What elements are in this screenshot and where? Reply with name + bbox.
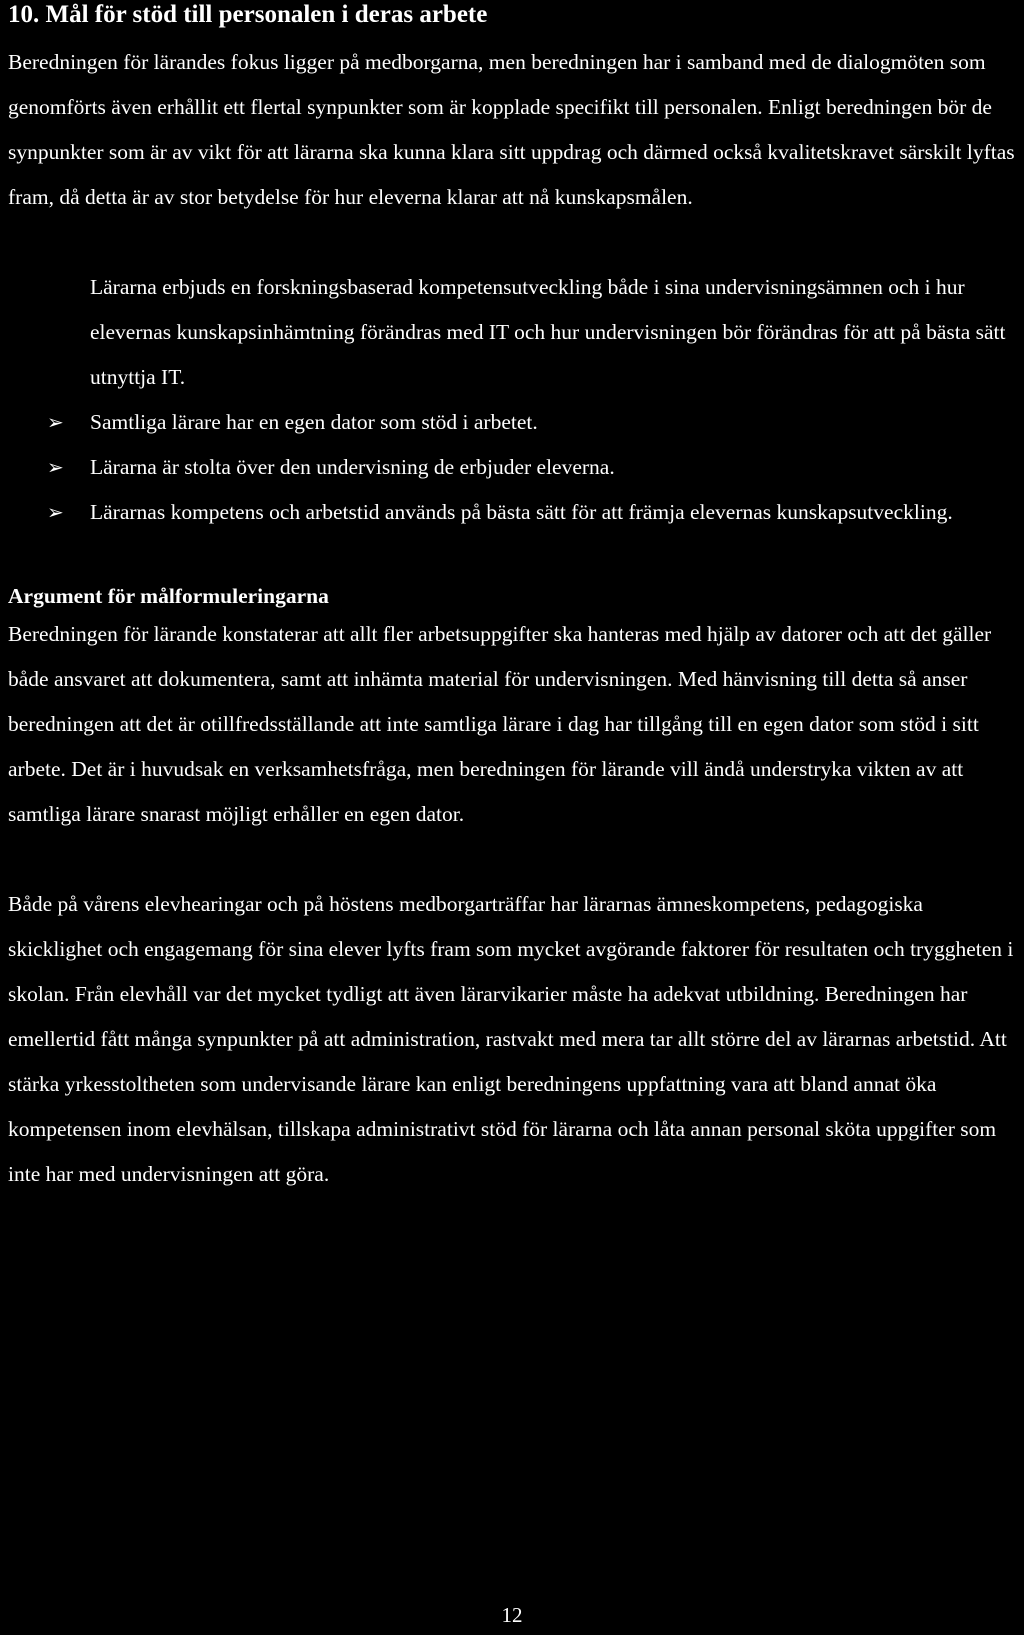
intro-paragraph: Beredningen för lärandes fokus ligger på medborgarna, men beredningen har i samband med de dialogmöten som genomförts även erhållit ett flertal synpunkter som är kopplade specifikt till personalen. Enligt beredningen bör de synpunkter som är av vikt för att lärarna ska kunna klara sitt uppdrag och därmed också kvalitetskravet särskilt lyftas fram, då detta är av stor betydelse för hur eleverna klarar att nå kunskapsmålen. [8, 50, 1015, 209]
goals-list [8, 400, 1016, 535]
arguments-heading: Argument för målformuleringarna [8, 584, 329, 608]
goal-first-item: Lärarna erbjuds en forskningsbaserad kompetensutveckling både i sina undervisningsämnen och i hur elevernas kunskapsinhämtning förändras med IT och hur undervisningen bör förändras för att på bästa sätt utnyttja IT. [90, 275, 1006, 389]
arrowhead-bullet-icon: ➢ [47, 410, 64, 434]
goal-item-text: Lärarna är stolta över den undervisning de erbjuder eleverna. [90, 455, 615, 479]
goal-item [8, 445, 1016, 490]
goal-item-text: Samtliga lärare har en egen dator som stöd i arbetet. [90, 410, 538, 434]
goal-item [8, 400, 1016, 445]
goal-item [8, 490, 1016, 535]
page-number: 12 [501, 1603, 523, 1627]
arrowhead-bullet-icon: ➢ [47, 455, 64, 479]
goal-item-text: Lärarnas kompetens och arbetstid används på bästa sätt för att främja elevernas kunskapsutveckling. [90, 500, 953, 524]
arguments-paragraph: Både på vårens elevhearingar och på höstens medborgarträffar har lärarnas ämneskompetens, pedagogiska skicklighet och engagemang för sina elever lyfts fram som mycket avgörande faktorer för resultaten och tryggheten i skolan. Från elevhåll var det mycket tydligt att även lärarvikarier måste ha adekvat utbildning. Beredningen har emellertid fått många synpunkter på att administration, rastvakt med mera tar allt större del av lärarnas arbetstid. Att stärka yrkesstoltheten som undervisande lärare kan enligt beredningens uppfattning vara att bland annat öka kompetensen inom elevhälsan, tillskapa administrativt stöd för lärarna och låta annan personal sköta uppgifter som inte har med undervisningen att göra. [8, 892, 1014, 1186]
document-page [8, 0, 1016, 1197]
arguments-paragraph: Beredningen för lärande konstaterar att allt fler arbetsuppgifter ska hanteras med hjälp av datorer och att det gäller både ansvaret att dokumentera, samt att inhämta material för undervisningen. Med hänvisning till detta så anser beredningen att det är otillfredsställande att inte samtliga lärare i dag har tillgång till en egen dator som stöd i sitt arbete. Det är i huvudsak en verksamhetsfråga, men beredningen för lärande vill ändå understryka vikten av att samtliga lärare snarast möjligt erhåller en egen dator. [8, 622, 992, 826]
arrowhead-bullet-icon: ➢ [47, 500, 64, 524]
section-heading: 10. Mål för stöd till personalen i deras arbete [8, 1, 488, 28]
